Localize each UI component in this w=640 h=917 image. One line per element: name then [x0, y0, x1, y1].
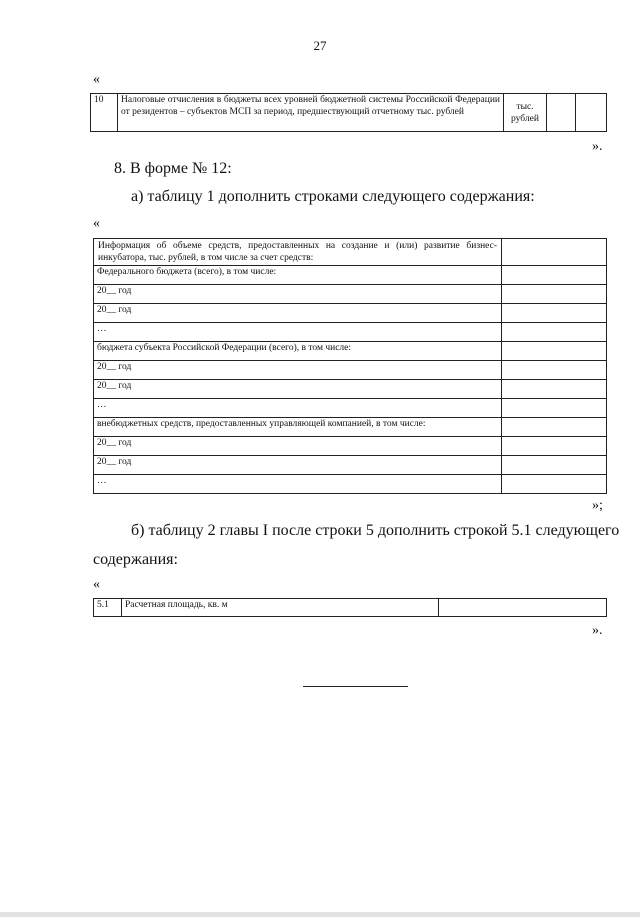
section-heading: 8. В форме № 12: — [114, 160, 232, 177]
table-row: внебюджетных средств, предоставленных управляющей компанией, в том числе: — [94, 418, 502, 437]
closing-rule — [303, 686, 408, 687]
row-number: 5.1 — [94, 599, 122, 617]
table-row: бюджета субъекта Российской Федерации (всего), в том числе: — [94, 342, 502, 361]
empty-cell — [547, 94, 576, 132]
table-row: 20__ год — [94, 361, 502, 380]
table-2-row-5-1 — [93, 598, 607, 617]
table-1-additions — [93, 238, 607, 494]
value-cell — [502, 266, 607, 285]
open-quote: « — [93, 577, 100, 592]
value-cell — [502, 285, 607, 304]
table-row: Федерального бюджета (всего), в том числе: — [94, 266, 502, 285]
page-edge — [0, 912, 640, 917]
value-cell — [502, 323, 607, 342]
empty-cell — [576, 94, 607, 132]
close-quote: »; — [592, 498, 603, 513]
table-row: … — [94, 323, 502, 342]
row-number: 10 — [91, 94, 118, 132]
value-cell — [502, 380, 607, 399]
value-cell — [502, 456, 607, 475]
instruction-b-line1: б) таблицу 2 главы I после строки 5 дополнить строкой 5.1 следующего — [131, 522, 620, 539]
instruction-b-line2: содержания: — [93, 551, 178, 568]
instruction-a: а) таблицу 1 дополнить строками следующего содержания: — [131, 188, 535, 205]
page-number: 27 — [313, 38, 327, 53]
table-row: 20__ год — [94, 437, 502, 456]
value-cell — [502, 239, 607, 266]
open-quote: « — [93, 72, 100, 87]
table-row: … — [94, 399, 502, 418]
value-cell — [502, 399, 607, 418]
value-cell — [502, 304, 607, 323]
value-cell — [502, 342, 607, 361]
table-row: 20__ год — [94, 380, 502, 399]
row-unit: тыс. рублей — [504, 94, 547, 132]
table-form-row-10 — [90, 93, 607, 132]
row-text: Налоговые отчисления в бюджеты всех уровней бюджетной системы Российской Федерации от резидентов – субъектов МСП за период, предшествующий отчетному тыс. рублей — [118, 94, 504, 132]
close-quote: ». — [592, 139, 603, 154]
open-quote: « — [93, 216, 100, 231]
table-row: 20__ год — [94, 456, 502, 475]
value-cell — [502, 437, 607, 456]
table-row: … — [94, 475, 502, 494]
row-label: Расчетная площадь, кв. м — [122, 599, 439, 617]
table-row: 20__ год — [94, 285, 502, 304]
value-cell — [502, 475, 607, 494]
close-quote: ». — [592, 623, 603, 638]
value-cell — [502, 418, 607, 437]
value-cell — [502, 361, 607, 380]
table-row: Информация об объеме средств, предоставленных на создание и (или) развитие бизнес-инкубатора, тыс. рублей, в том числе за счет средств: — [94, 239, 502, 266]
value-cell — [439, 599, 607, 617]
table-row: 20__ год — [94, 304, 502, 323]
